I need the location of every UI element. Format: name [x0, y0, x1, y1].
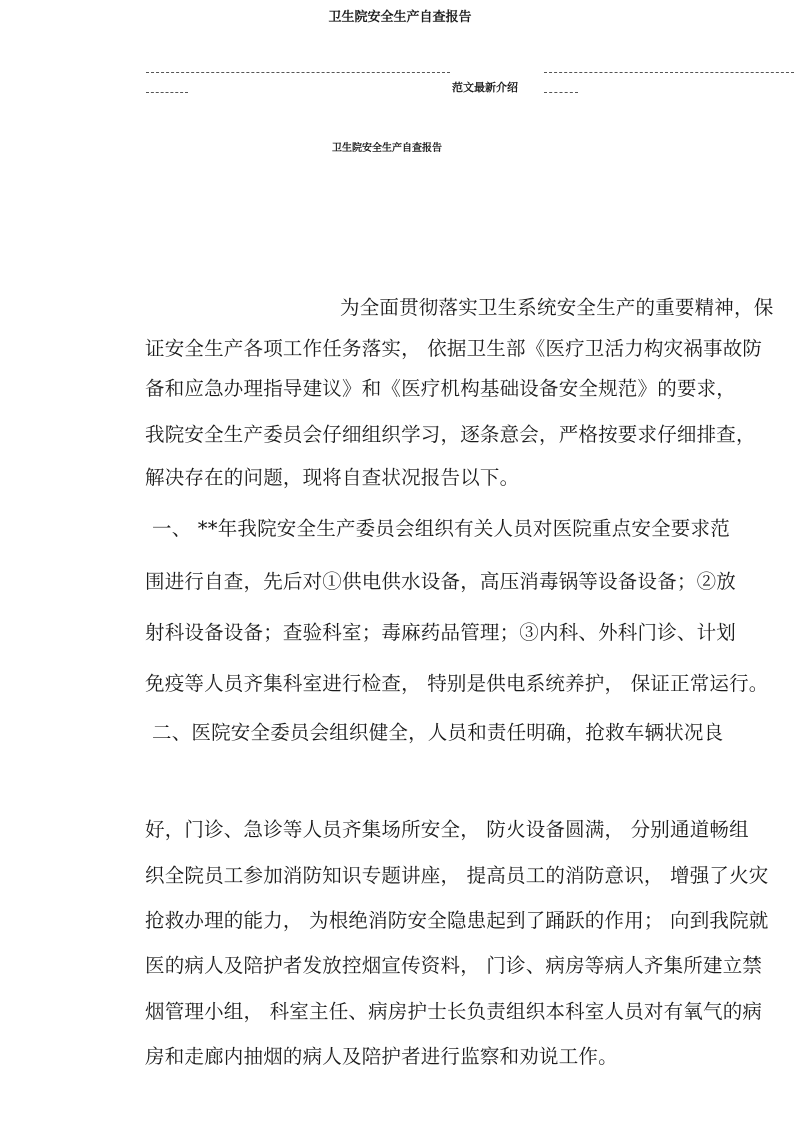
body-line: 围进行自查，先后对①供电供水设备，高压消毒锅等设备设备；②放 [145, 570, 737, 593]
body-line: 医的病人及陪护者发放控烟宣传资料， 门诊、病房等病人齐集所建立禁 [145, 954, 763, 977]
document-title: 卫生院安全生产自查报告 [332, 143, 442, 154]
body-line: 我院安全生产委员会仔细组织学习，逐条意会，严格按要求仔细排查， [145, 423, 756, 446]
body-line: 抢救办理的能力， 为根绝消防安全隐患起到了踊跃的作用； 向到我院就 [145, 909, 769, 932]
body-line: 解决存在的问题，现将自查状况报告以下。 [145, 466, 520, 489]
body-line: 房和走廊内抽烟的病人及陪护者进行监察和劝说工作。 [145, 1045, 618, 1068]
body-line: 射科设备设备；查验科室；毒麻药品管理；③内科、外科门诊、计划 [145, 621, 737, 644]
body-line: 烟管理小组， 科室主任、病房护士长负责组织本科室人员对有氧气的病 [145, 1000, 763, 1023]
body-line: 一、 **年我院安全生产委员会组织有关人员对医院重点安全要求范 [152, 517, 730, 540]
body-line: 证安全生产各项工作任务落实， 依据卫生部《医疗卫活力构灾祸事故防 [145, 337, 763, 360]
body-line: 备和应急办理指导建议》和《医疗机构基础设备安全规范》的要求， [145, 377, 737, 400]
body-line: 免疫等人员齐集科室进行检查， 特别是供电系统养护， 保证正常运行。 [145, 672, 769, 695]
body-line: 二、医院安全委员会组织健全，人员和责任明确，抢救车辆状况良 [152, 721, 724, 744]
header-rule-left-short [146, 92, 188, 93]
header-rule-right-short [544, 92, 578, 93]
body-line: 好，门诊、急诊等人员齐集场所安全， 防火设备圆满， 分别通道畅组 [145, 818, 749, 841]
body-line: 织全院员工参加消防知识专题讲座， 提高员工的消防意识， 增强了火灾 [145, 864, 769, 887]
header-rule-right [544, 72, 794, 73]
header-title: 卫生院安全生产自查报告 [328, 10, 472, 25]
header-rule-left [146, 72, 450, 73]
header-subtitle: 范文最新介绍 [452, 81, 518, 94]
body-line: 为全面贯彻落实卫生系统安全生产的重要精神，保 [340, 296, 774, 319]
